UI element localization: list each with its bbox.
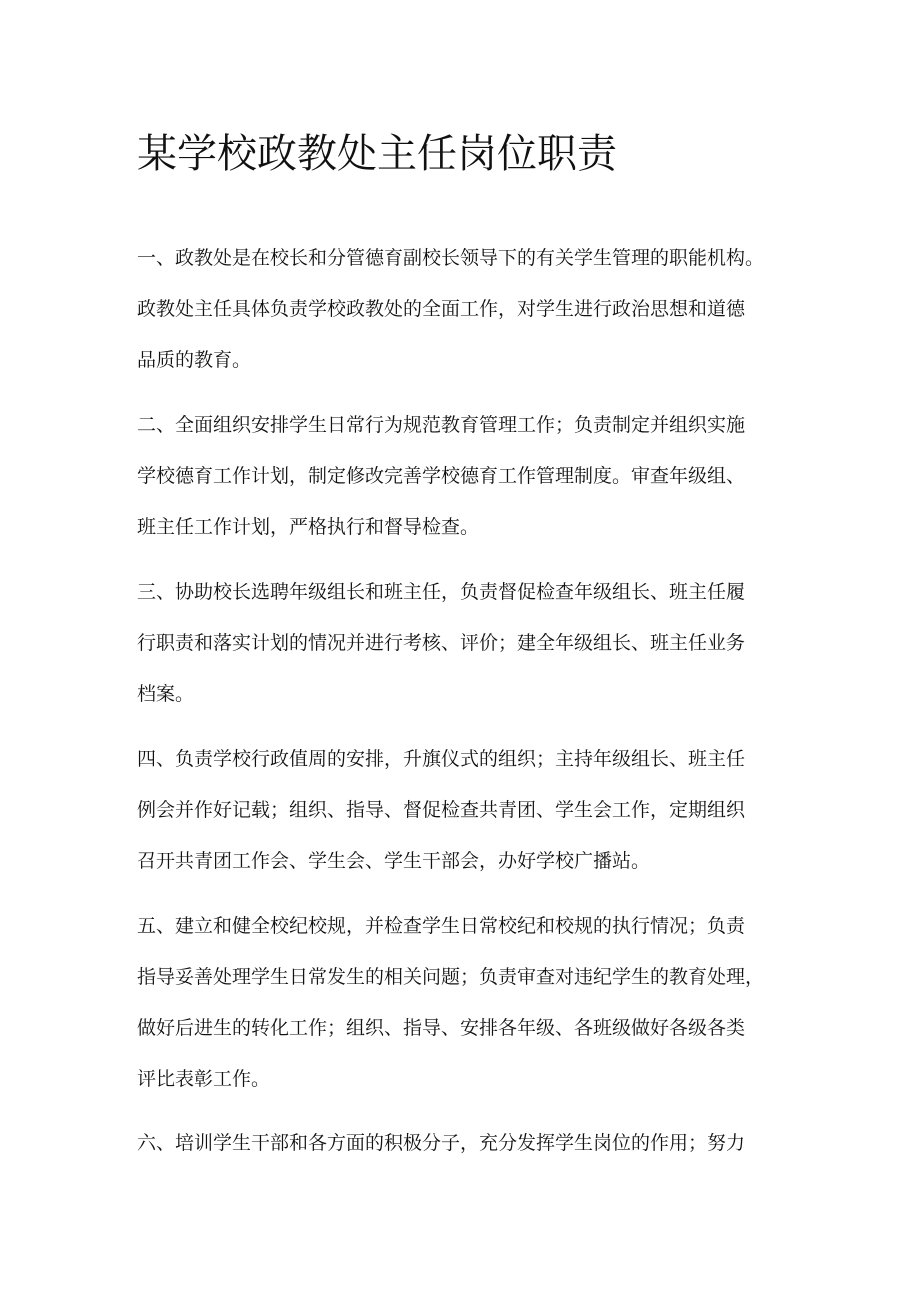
paragraph-5 (137, 901, 797, 1105)
paragraph-line: 品质的教育。 (137, 349, 252, 371)
paragraph-2 (137, 400, 797, 553)
paragraph-line: 班主任工作计划，严格执行和督导检查。 (137, 516, 480, 538)
paragraph-1 (137, 233, 797, 386)
paragraph-line: 做好后进生的转化工作；组织、指导、安排各年级、各班级做好各级各类 (137, 1017, 746, 1039)
paragraph-6 (137, 1118, 797, 1169)
paragraph-line: 召开共青团工作会、学生会、学生干部会，办好学校广播站。 (137, 850, 651, 872)
paragraph-line: 四、负责学校行政值周的安排，升旗仪式的组织；主持年级组长、班主任 (137, 748, 746, 770)
paragraph-line: 学校德育工作计划，制定修改完善学校德育工作管理制度。审查年级组、 (137, 465, 746, 487)
paragraph-line: 档案。 (137, 683, 195, 705)
paragraph-4 (137, 734, 797, 887)
paragraph-line: 指导妥善处理学生日常发生的相关问题；负责审查对违纪学生的教育处理， (137, 966, 765, 988)
paragraph-line: 行职责和落实计划的情况并进行考核、评价；建全年级组长、班主任业务 (137, 632, 746, 654)
paragraph-line: 评比表彰工作。 (137, 1068, 271, 1090)
paragraph-line: 政教处主任具体负责学校政教处的全面工作，对学生进行政治思想和道德 (137, 298, 746, 320)
paragraph-line: 二、全面组织安排学生日常行为规范教育管理工作；负责制定并组织实施 (137, 414, 746, 436)
paragraph-line: 三、协助校长选聘年级组长和班主任，负责督促检查年级组长、班主任履 (137, 581, 746, 603)
paragraph-line: 一、政教处是在校长和分管德育副校长领导下的有关学生管理的职能机构。 (137, 247, 765, 269)
document-title: 某学校政教处主任岗位职责 (137, 131, 617, 177)
paragraph-3 (137, 567, 797, 720)
paragraph-line: 例会并作好记载；组织、指导、督促检查共青团、学生会工作，定期组织 (137, 799, 746, 821)
paragraph-line: 五、建立和健全校纪校规，并检查学生日常校纪和校规的执行情况；负责 (137, 915, 746, 937)
paragraph-line: 六、培训学生干部和各方面的积极分子，充分发挥学生岗位的作用；努力 (137, 1132, 746, 1154)
